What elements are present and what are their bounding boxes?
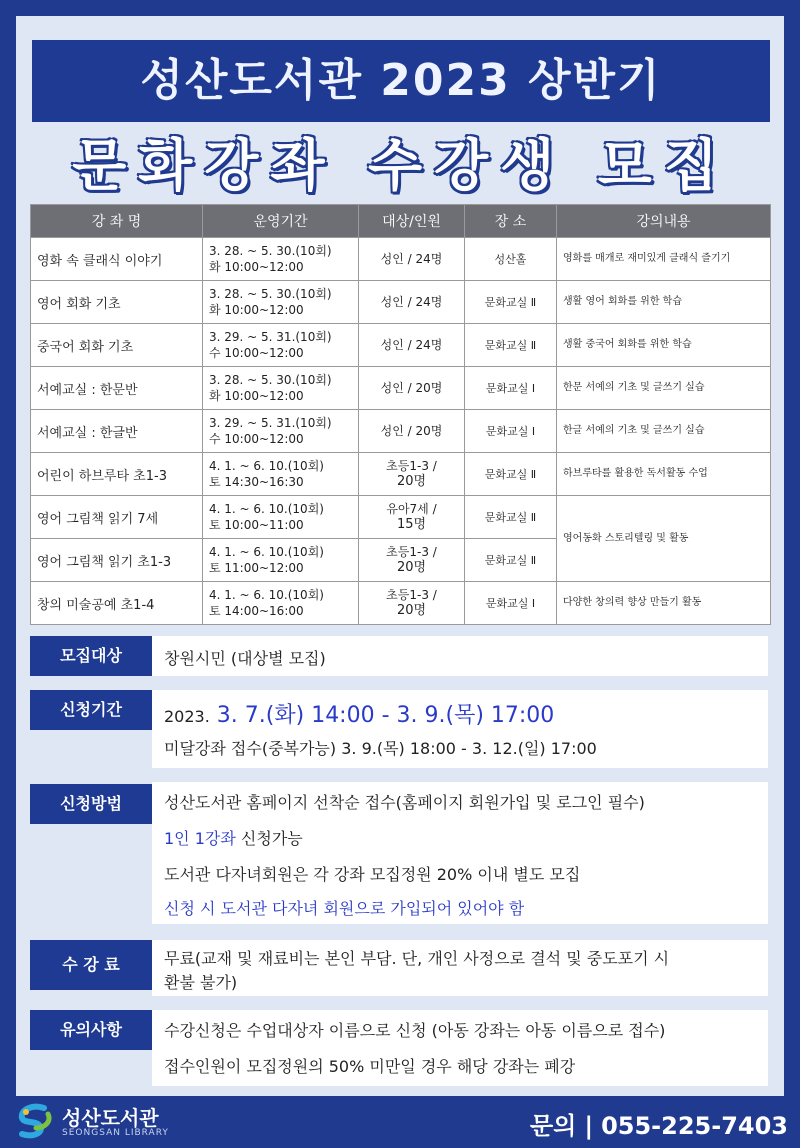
course-name: 영어 회화 기초 xyxy=(31,281,203,324)
period-dates: 4. 1. ~ 6. 10.(10회) xyxy=(209,588,324,602)
table-row xyxy=(31,410,771,453)
course-place: 문화교실 Ⅰ xyxy=(465,367,557,410)
period-time: 수 10:00~12:00 xyxy=(209,432,304,446)
contact-separator: | xyxy=(584,1112,594,1140)
target-line2: 20명 xyxy=(396,474,427,489)
course-target xyxy=(359,238,465,281)
course-name: 서예교실 : 한글반 xyxy=(31,410,203,453)
course-name: 서예교실 : 한문반 xyxy=(31,367,203,410)
footer xyxy=(0,1096,800,1148)
course-target xyxy=(359,582,465,625)
notes-label: 유의사항 xyxy=(30,1010,152,1050)
period-dates: 3. 29. ~ 5. 31.(10회) xyxy=(209,416,332,430)
period-body xyxy=(152,690,768,768)
course-period xyxy=(203,539,359,582)
course-description: 한문 서예의 기초 및 글쓰기 실습 xyxy=(557,367,771,410)
method-line1: 성산도서관 홈페이지 선착순 접수(홈페이지 회원가입 및 로그인 필수) xyxy=(164,793,645,812)
method-line2-rest: 신청가능 xyxy=(235,829,303,848)
poster-title-line2: 문화강좌 수강생 모집 xyxy=(72,134,730,199)
period-dates: 3. 28. ~ 5. 30.(10회) xyxy=(209,373,332,387)
method-line2 xyxy=(164,826,303,849)
fee-line1: 무료(교재 및 재료비는 본인 부담. 단, 개인 사정으로 결석 및 중도포기 시 xyxy=(164,949,670,968)
method-line2-highlight: 1인 1강좌 xyxy=(164,829,236,848)
method-line3: 도서관 다자녀회원은 각 강좌 모집정원 20% 이내 별도 모집 xyxy=(164,865,581,884)
target-line1: 성인 / 20명 xyxy=(380,423,443,438)
header-course-name: 강 좌 명 xyxy=(31,205,203,238)
method-label: 신청방법 xyxy=(30,784,152,824)
contact-info xyxy=(530,1106,788,1141)
notes-line2: 접수인원이 모집정원의 50% 미만일 경우 해당 강좌는 폐강 xyxy=(164,1057,576,1076)
period-time: 수 10:00~12:00 xyxy=(209,346,304,360)
period-dates-highlight: 3. 7.(화) 14:00 - 3. 9.(목) 17:00 xyxy=(209,703,555,728)
target-line1: 성인 / 24명 xyxy=(380,337,443,352)
course-description: 영어동화 스토리텔링 및 활동 xyxy=(557,496,771,582)
target-line1: 유아7세 / xyxy=(386,502,437,516)
method-line4: 신청 시 도서관 다자녀 회원으로 가입되어 있어야 함 xyxy=(164,899,525,918)
course-target xyxy=(359,367,465,410)
contact-label: 문의 xyxy=(529,1112,577,1140)
poster-title-line1: 성산도서관 2023 상반기 xyxy=(32,40,770,122)
period-year: 2023. xyxy=(164,707,210,726)
course-place: 문화교실 Ⅰ xyxy=(465,410,557,453)
course-target xyxy=(359,453,465,496)
period-time: 화 10:00~12:00 xyxy=(209,303,304,317)
period-dates: 4. 1. ~ 6. 10.(10회) xyxy=(209,502,324,516)
method-body xyxy=(152,782,768,924)
course-table-header xyxy=(31,205,771,238)
course-description: 생활 영어 회화를 위한 학습 xyxy=(557,281,771,324)
period-extra-line: 미달강좌 접수(중복가능) 3. 9.(목) 18:00 - 3. 12.(일) 17:00 xyxy=(164,739,597,758)
header-description: 강의내용 xyxy=(557,205,771,238)
course-place: 문화교실 Ⅱ xyxy=(465,539,557,582)
course-period xyxy=(203,453,359,496)
poster-panel xyxy=(16,16,784,1096)
target-line1: 성인 / 24명 xyxy=(380,251,443,266)
course-name: 중국어 회화 기초 xyxy=(31,324,203,367)
target-label: 모집대상 xyxy=(30,636,152,676)
target-line1: 성인 / 24명 xyxy=(380,294,443,309)
period-time: 화 10:00~12:00 xyxy=(209,260,304,274)
target-line2: 15명 xyxy=(396,517,427,532)
course-place: 성산홀 xyxy=(465,238,557,281)
course-target xyxy=(359,539,465,582)
course-place: 문화교실 Ⅱ xyxy=(465,453,557,496)
course-description: 생활 중국어 회화를 위한 학습 xyxy=(557,324,771,367)
table-row xyxy=(31,324,771,367)
course-place: 문화교실 Ⅰ xyxy=(465,582,557,625)
course-table xyxy=(30,204,771,625)
period-main-line xyxy=(164,698,554,729)
course-name: 어린이 하브루타 초1-3 xyxy=(31,453,203,496)
course-target xyxy=(359,281,465,324)
header-place: 장 소 xyxy=(465,205,557,238)
period-dates: 3. 28. ~ 5. 30.(10회) xyxy=(209,287,332,301)
course-period xyxy=(203,238,359,281)
target-line2: 20명 xyxy=(396,603,427,618)
contact-phone: 055-225-7403 xyxy=(601,1112,788,1140)
period-time: 토 14:30~16:30 xyxy=(209,475,304,489)
course-target xyxy=(359,496,465,539)
fee-label: 수 강 료 xyxy=(30,940,152,990)
fee-body xyxy=(152,940,768,996)
course-place: 문화교실 Ⅱ xyxy=(465,496,557,539)
course-period xyxy=(203,496,359,539)
course-place: 문화교실 Ⅱ xyxy=(465,281,557,324)
notes-body xyxy=(152,1010,768,1086)
period-time: 토 11:00~12:00 xyxy=(209,561,304,575)
fee-line2: 환불 불가) xyxy=(164,973,238,992)
period-label: 신청기간 xyxy=(30,690,152,730)
course-description: 하브루타를 활용한 독서활동 수업 xyxy=(557,453,771,496)
course-period xyxy=(203,281,359,324)
period-dates: 4. 1. ~ 6. 10.(10회) xyxy=(209,545,324,559)
target-line1: 초등1-3 / xyxy=(386,545,437,559)
library-name: 성산도서관 xyxy=(62,1106,159,1130)
period-time: 토 14:00~16:00 xyxy=(209,604,304,618)
course-target xyxy=(359,410,465,453)
header-period: 운영기간 xyxy=(203,205,359,238)
table-row xyxy=(31,496,771,539)
library-logo-icon xyxy=(14,1102,58,1142)
course-name: 영화 속 클래식 이야기 xyxy=(31,238,203,281)
course-target xyxy=(359,324,465,367)
course-period xyxy=(203,367,359,410)
period-dates: 3. 28. ~ 5. 30.(10회) xyxy=(209,244,332,258)
course-description: 다양한 창의력 향상 만들기 활동 xyxy=(557,582,771,625)
course-name: 창의 미술공예 초1-4 xyxy=(31,582,203,625)
period-time: 토 10:00~11:00 xyxy=(209,518,304,532)
course-name: 영어 그림책 읽기 7세 xyxy=(31,496,203,539)
course-period xyxy=(203,582,359,625)
target-line1: 초등1-3 / xyxy=(386,588,437,602)
course-description: 영화를 매개로 재미있게 클래식 즐기기 xyxy=(557,238,771,281)
target-body xyxy=(152,636,768,676)
course-name: 영어 그림책 읽기 초1-3 xyxy=(31,539,203,582)
notes-line1: 수강신청은 수업대상자 이름으로 신청 (아동 강좌는 아동 이름으로 접수) xyxy=(164,1021,666,1040)
period-dates: 4. 1. ~ 6. 10.(10회) xyxy=(209,459,324,473)
header-target: 대상/인원 xyxy=(359,205,465,238)
table-row xyxy=(31,238,771,281)
target-text: 창원시민 (대상별 모집) xyxy=(164,649,326,668)
target-line2: 20명 xyxy=(396,560,427,575)
table-row xyxy=(31,281,771,324)
table-row xyxy=(31,367,771,410)
course-place: 문화교실 Ⅱ xyxy=(465,324,557,367)
course-description: 한글 서예의 기초 및 글쓰기 실습 xyxy=(557,410,771,453)
table-row xyxy=(31,582,771,625)
course-period xyxy=(203,410,359,453)
target-line1: 초등1-3 / xyxy=(386,459,437,473)
period-dates: 3. 29. ~ 5. 31.(10회) xyxy=(209,330,332,344)
table-row xyxy=(31,453,771,496)
library-name-en: SEONGSAN LIBRARY xyxy=(62,1128,169,1138)
course-period xyxy=(203,324,359,367)
target-line1: 성인 / 20명 xyxy=(380,380,443,395)
period-time: 화 10:00~12:00 xyxy=(209,389,304,403)
